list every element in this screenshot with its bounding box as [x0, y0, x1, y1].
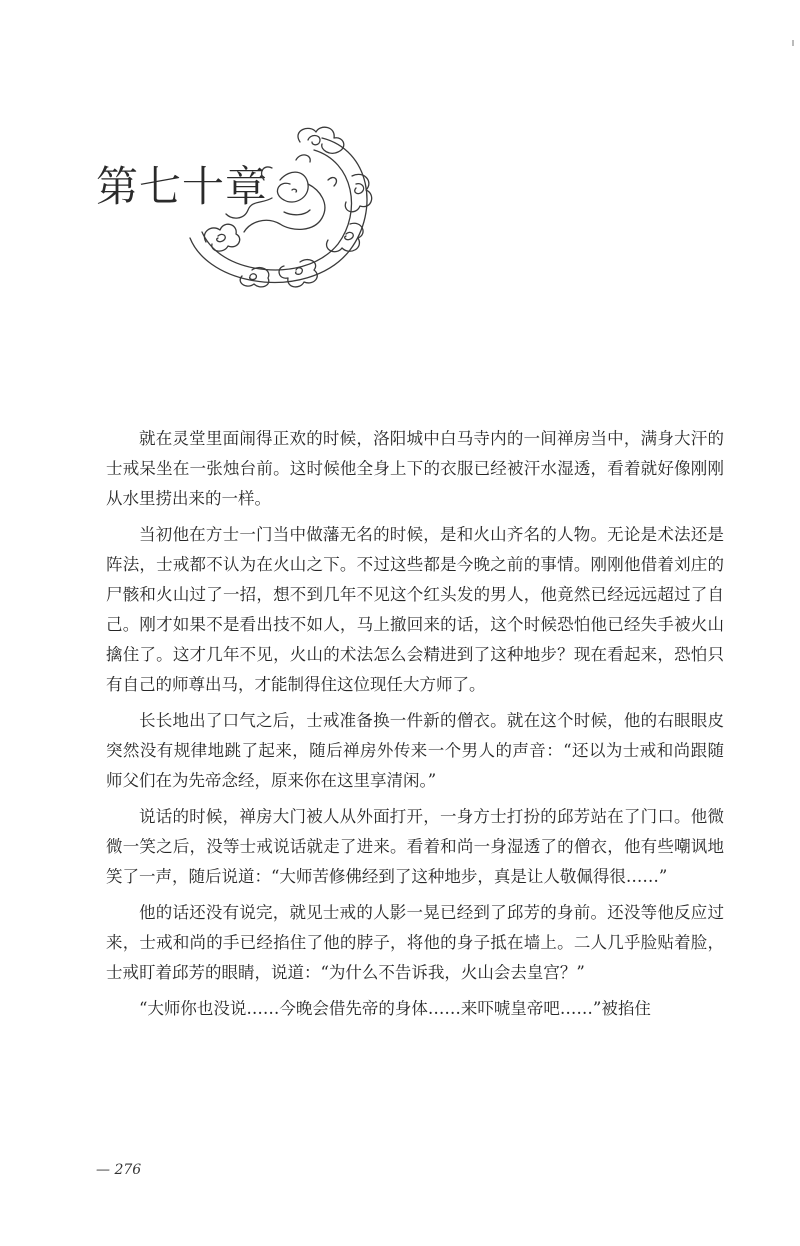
page-number: — 276 — [96, 1162, 142, 1178]
paragraph: 就在灵堂里面闹得正欢的时候，洛阳城中白马寺内的一间禅房当中，满身大汗的士戒呆坐在一张烛台前。这时候他全身上下的衣服已经被汗水湿透，看着就好像刚刚从水里捞出来的一样。 — [106, 429, 724, 508]
chapter-body — [106, 424, 724, 1030]
paragraph: 他的话还没有说完，就见士戒的人影一晃已经到了邱芳的身前。还没等他反应过来，士戒和尚的手已经掐住了他的脖子，将他的身子抵在墙上。二人几乎脸贴着脸，士戒盯着邱芳的眼睛，说道：“为什么不告诉我，火山会去皇宫？” — [106, 903, 724, 982]
paragraph: 说话的时候，禅房大门被人从外面打开，一身方士打扮的邱芳站在了门口。他微微一笑之后，没等士戒说话就走了进来。看着和尚一身湿透了的僧衣，他有些嘲讽地笑了一声，随后说道：“大师苦修佛经到了这种地步，真是让人敬佩得很……” — [106, 807, 724, 886]
paragraph: 长长地出了口气之后，士戒准备换一件新的僧衣。就在这个时候，他的右眼眼皮突然没有规律地跳了起来，随后禅房外传来一个男人的声音：“还以为士戒和尚跟随师父们在为先帝念经，原来你在这里享清闲。” — [106, 711, 724, 790]
paragraph: 当初他在方士一门当中做藩无名的时候，是和火山齐名的人物。无论是术法还是阵法，士戒都不认为在火山之下。不过这些都是今晚之前的事情。刚刚他借着刘庄的尸骸和火山过了一招，想不到几年不见这个红头发的男人，他竟然已经远远超过了自己。刚才如果不是看出技不如人，马上撤回来的话，这个时候恐怕他已经失手被火山擒住了。这才几年不见，火山的术法怎么会精进到了这种地步？现在看起来，恐怕只有自己的师尊出马，才能制得住这位现任大方师了。 — [106, 525, 724, 694]
paragraph: “大师你也没说……今晚会借先帝的身体……来吓唬皇帝吧……”被掐住 — [139, 999, 651, 1018]
page-edge-mark — [792, 40, 794, 46]
cloud-dragon-ornament-icon — [180, 120, 380, 290]
chapter-title: 第七十章 — [96, 162, 269, 212]
